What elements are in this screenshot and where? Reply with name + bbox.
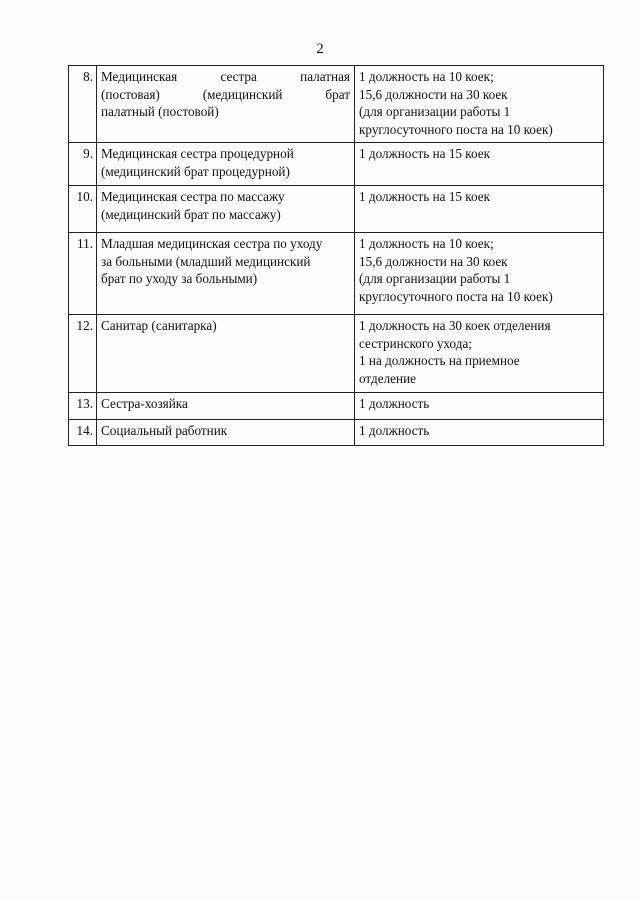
norm-line: 15,6 должности на 30 коек [359,253,508,269]
position-line: за больными (младший медицинский [101,253,311,269]
norm-line: 1 на должность на приемное [359,353,520,368]
position-word: (постовая) [101,86,160,102]
norm-line: 1 должность на 10 коек; [359,236,494,251]
norm-line: отделение [359,370,416,386]
row-number: 9. [69,143,97,186]
row-number: 8. [69,66,97,143]
table-row [69,315,604,393]
row-number: 10. [69,186,97,233]
position-line [101,68,350,86]
row-number: 13. [69,393,97,420]
norm-line: 1 должность на 30 коек отделения [359,318,551,333]
norm-line: сестринского ухода; [359,335,472,351]
norm-line: (для организации работы 1 [359,104,511,119]
position-line: Санитар (санитарка) [101,318,217,333]
position-line: Медицинская сестра по массажу [101,189,285,204]
norm-cell [355,233,604,315]
table-row [69,393,604,420]
table-row [69,66,604,143]
norm-line: круглосуточного поста на 10 коек) [359,121,553,137]
position-word: брат [325,86,350,102]
position-line: Социальный работник [101,423,228,438]
norm-line: 1 должность на 15 коек [359,146,491,161]
position-line: (медицинский брат процедурной) [101,163,290,179]
row-number: 11. [69,233,97,315]
norm-line: 15,6 должности на 30 коек [359,86,508,102]
position-line: Медицинская сестра процедурной [101,146,294,161]
position-line [101,86,350,104]
table-row [69,420,604,446]
position-cell [97,393,355,420]
table-row [69,143,604,186]
row-number: 12. [69,315,97,393]
position-cell [97,420,355,446]
position-line: (медицинский брат по массажу) [101,206,281,222]
norm-line: 1 должность [359,396,430,411]
table-row [69,186,604,233]
table-row [69,233,604,315]
norm-line: 1 должность на 15 коек [359,189,491,204]
norm-cell [355,315,604,393]
norm-line: (для организации работы 1 [359,271,511,286]
position-line: брат по уходу за больными) [101,271,258,286]
position-word: палатная [300,69,350,84]
position-cell [97,143,355,186]
position-cell [97,233,355,315]
norm-cell [355,393,604,420]
position-line: Младшая медицинская сестра по уходу [101,236,323,251]
row-number: 14. [69,420,97,446]
page-number: 2 [316,41,324,57]
norm-cell [355,66,604,143]
norm-cell [355,420,604,446]
norm-line: 1 должность на 10 коек; [359,69,494,84]
position-line: палатный (постовой) [101,104,219,119]
position-word: Медицинская [101,69,178,84]
norm-line: 1 должность [359,423,430,438]
staffing-table [68,65,604,446]
position-cell [97,66,355,143]
position-cell [97,186,355,233]
position-word: сестра [220,69,257,84]
position-word: (медицинский [202,86,283,102]
position-cell [97,315,355,393]
norm-cell [355,143,604,186]
norm-line: круглосуточного поста на 10 коек) [359,288,553,304]
norm-cell [355,186,604,233]
position-line: Сестра-хозяйка [101,396,188,411]
